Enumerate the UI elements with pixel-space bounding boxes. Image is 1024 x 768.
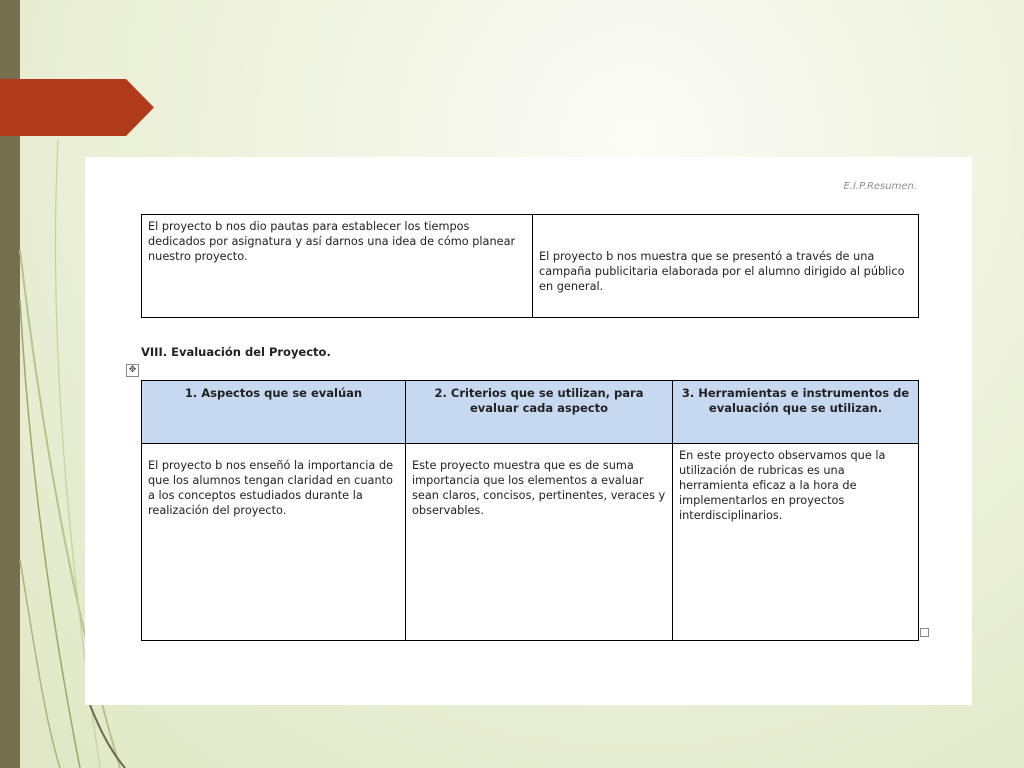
- evaluation-cell-3: En este proyecto observamos que la utilización de rubricas es una herramienta eficaz a la hora de implementarlos en proyectos interdisciplinarios.: [673, 444, 919, 641]
- summary-cell-2: El proyecto b nos muestra que se presentó a través de una campaña publicitaria elaborada por el alumno dirigido al público en general.: [533, 215, 919, 318]
- evaluation-cell-1: El proyecto b nos enseñó la importancia de que los alumnos tengan claridad en cuanto a los conceptos estudiados durante la realización del proyecto.: [142, 444, 406, 641]
- table-resize-handle-icon[interactable]: [920, 628, 929, 637]
- evaluation-table: [141, 380, 919, 641]
- summary-table: [141, 214, 919, 318]
- section-title: VIII. Evaluación del Proyecto.: [141, 345, 331, 359]
- evaluation-cell-2: Este proyecto muestra que es de suma importancia que los elementos a evaluar sean claros, concisos, pertinentes, veraces y observables.: [406, 444, 673, 641]
- evaluation-header-2: 2. Criterios que se utilizan, para evaluar cada aspecto: [406, 381, 673, 444]
- arrow-tab-shape: [0, 79, 154, 136]
- table-move-handle-icon[interactable]: ✥: [126, 364, 139, 377]
- summary-cell-1: El proyecto b nos dio pautas para establecer los tiempos dedicados por asignatura y así darnos una idea de cómo planear nuestro proyecto.: [142, 215, 533, 318]
- evaluation-header-1: 1. Aspectos que se evalúan: [142, 381, 406, 444]
- evaluation-header-3: 3. Herramientas e instrumentos de evaluación que se utilizan.: [673, 381, 919, 444]
- document-page: [85, 157, 972, 705]
- document-header: E.I.P.Resumen.: [843, 181, 917, 192]
